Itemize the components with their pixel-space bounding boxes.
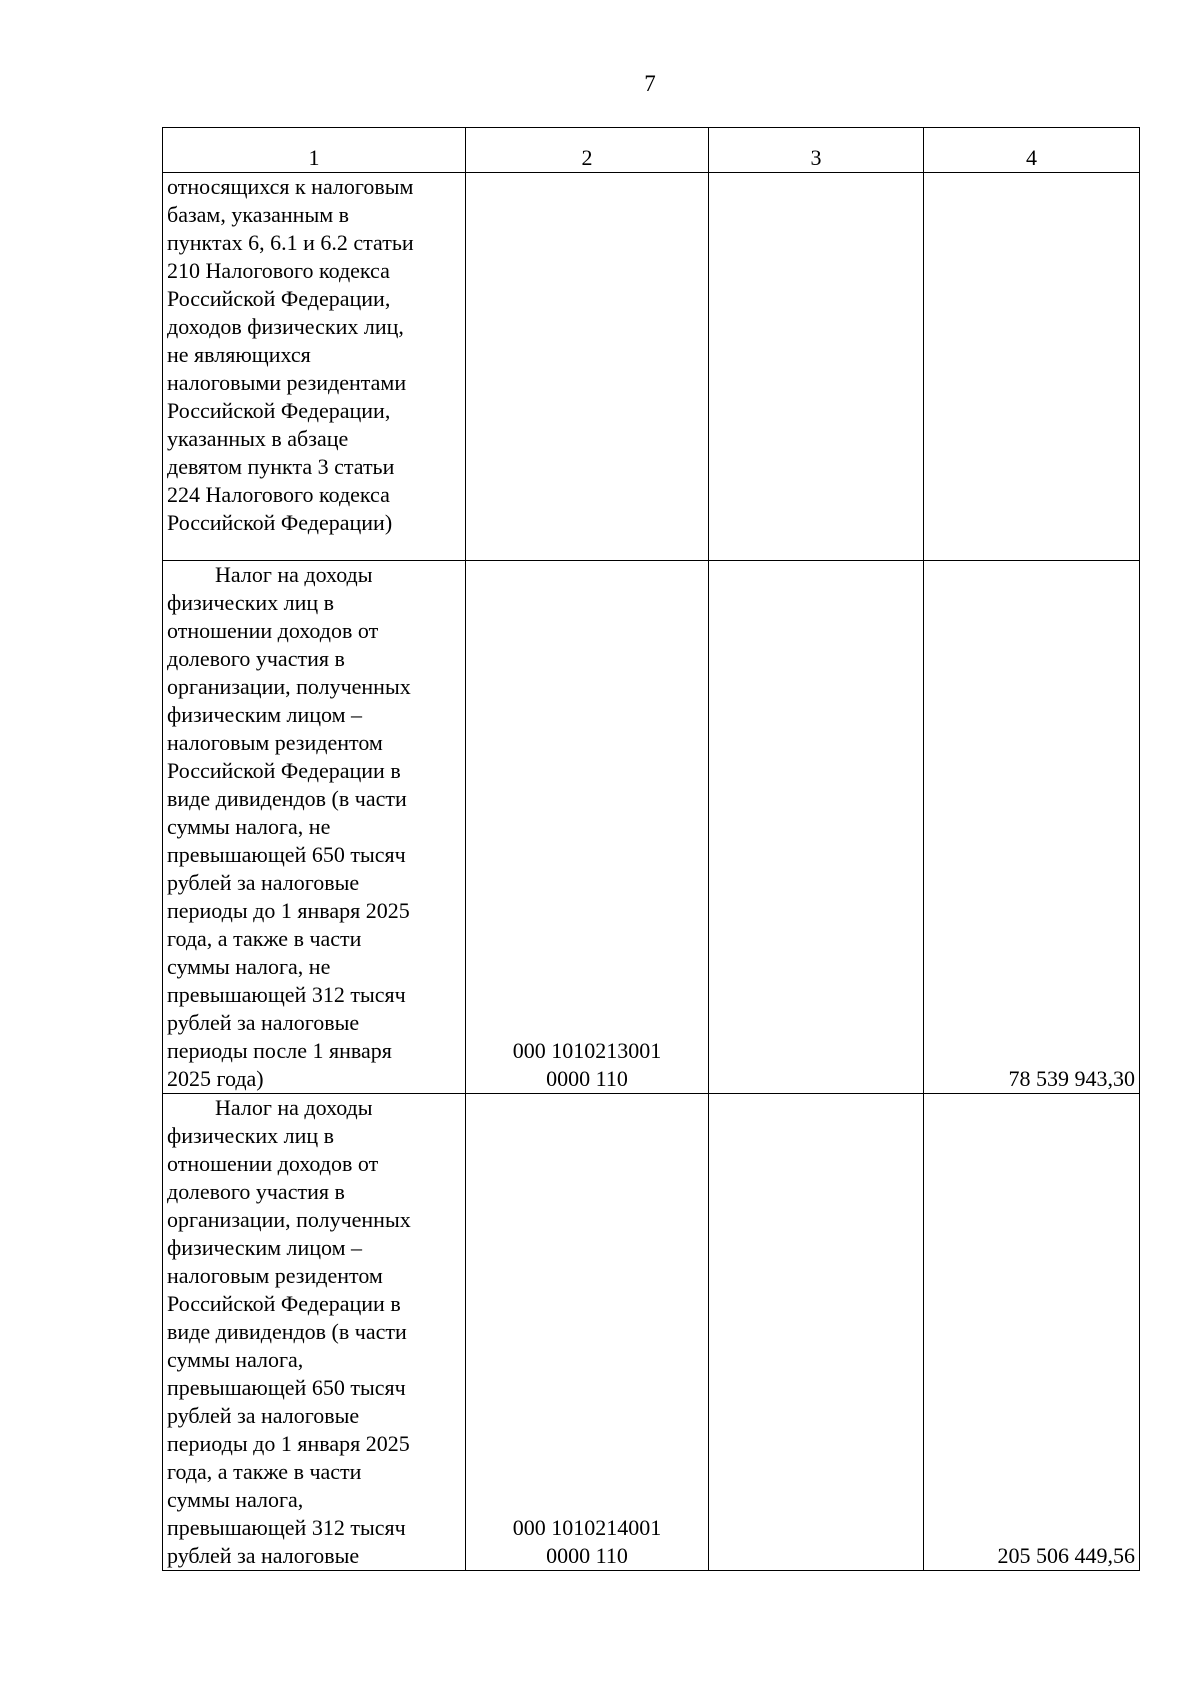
description-line: суммы налога, bbox=[167, 1347, 304, 1372]
row-code bbox=[466, 561, 709, 1094]
description-line: рублей за налоговые bbox=[167, 870, 360, 895]
row-code bbox=[466, 173, 709, 561]
header-col-4: 4 bbox=[924, 128, 1140, 173]
description-line: девятом пункта 3 статьи bbox=[167, 454, 395, 479]
description-line: 210 Налогового кодекса bbox=[167, 258, 390, 283]
budget-table bbox=[162, 127, 1140, 1571]
description-line: рублей за налоговые bbox=[167, 1403, 360, 1428]
description-line: организации, полученных bbox=[167, 1207, 411, 1232]
description-line: периоды до 1 января 2025 bbox=[167, 1431, 410, 1456]
row-col3 bbox=[709, 1094, 924, 1571]
description-line: пунктах 6, 6.1 и 6.2 статьи bbox=[167, 230, 414, 255]
description-line: налоговым резидентом bbox=[167, 1263, 383, 1288]
description-line: доходов физических лиц, bbox=[167, 314, 404, 339]
page-number: 7 bbox=[644, 71, 656, 96]
description-line: Налог на доходы bbox=[215, 562, 373, 587]
description-line: не являющихся bbox=[167, 342, 311, 367]
description-line: суммы налога, bbox=[167, 1487, 304, 1512]
description-line: Российской Федерации в bbox=[167, 1291, 401, 1316]
description-line: года, а также в части bbox=[167, 926, 362, 951]
description-line: базам, указанным в bbox=[167, 202, 350, 227]
description-line: отношении доходов от bbox=[167, 618, 379, 643]
description-line: организации, полученных bbox=[167, 674, 411, 699]
description-line: физических лиц в bbox=[167, 590, 335, 615]
description-line: физическим лицом – bbox=[167, 702, 363, 727]
table-row bbox=[163, 173, 1140, 561]
row-description bbox=[163, 561, 466, 1094]
code-line: 0000 110 bbox=[546, 1543, 628, 1568]
description-line: физических лиц в bbox=[167, 1123, 335, 1148]
header-col-2: 2 bbox=[466, 128, 709, 173]
description-line: превышающей 650 тысяч bbox=[167, 842, 406, 867]
description-line: Российской Федерации) bbox=[167, 510, 393, 535]
description-line: физическим лицом – bbox=[167, 1235, 363, 1260]
description-line: виде дивидендов (в части bbox=[167, 786, 407, 811]
header-col-1: 1 bbox=[163, 128, 466, 173]
description-line: рублей за налоговые bbox=[167, 1543, 360, 1568]
description-line: превышающей 650 тысяч bbox=[167, 1375, 406, 1400]
description-line: виде дивидендов (в части bbox=[167, 1319, 407, 1344]
row-amount: 78 539 943,30 bbox=[924, 561, 1140, 1094]
code-line: 0000 110 bbox=[546, 1066, 628, 1091]
description-line: суммы налога, не bbox=[167, 814, 331, 839]
row-amount: 205 506 449,56 bbox=[924, 1094, 1140, 1571]
table-row bbox=[163, 1094, 1140, 1571]
table-header-row bbox=[163, 128, 1140, 173]
row-col3 bbox=[709, 561, 924, 1094]
code-line: 000 1010214001 bbox=[512, 1515, 662, 1540]
table-row bbox=[163, 561, 1140, 1094]
description-line: налоговым резидентом bbox=[167, 730, 383, 755]
description-line: отношении доходов от bbox=[167, 1151, 379, 1176]
description-line: 224 Налогового кодекса bbox=[167, 482, 390, 507]
description-line: периоды до 1 января 2025 bbox=[167, 898, 410, 923]
header-col-3: 3 bbox=[709, 128, 924, 173]
description-line: превышающей 312 тысяч bbox=[167, 982, 406, 1007]
description-line: рублей за налоговые bbox=[167, 1010, 360, 1035]
row-col3 bbox=[709, 173, 924, 561]
description-line: 2025 года) bbox=[167, 1066, 264, 1091]
row-description bbox=[163, 1094, 466, 1571]
description-line: превышающей 312 тысяч bbox=[167, 1515, 406, 1540]
description-line: долевого участия в bbox=[167, 1179, 345, 1204]
description-line: года, а также в части bbox=[167, 1459, 362, 1484]
row-description bbox=[163, 173, 466, 561]
description-line: Налог на доходы bbox=[215, 1095, 373, 1120]
description-line: Российской Федерации, bbox=[167, 398, 391, 423]
description-line: периоды после 1 января bbox=[167, 1038, 392, 1063]
description-line: Российской Федерации, bbox=[167, 286, 391, 311]
description-line: долевого участия в bbox=[167, 646, 345, 671]
row-amount bbox=[924, 173, 1140, 561]
description-line: налоговыми резидентами bbox=[167, 370, 407, 395]
row-code bbox=[466, 1094, 709, 1571]
description-line: суммы налога, не bbox=[167, 954, 331, 979]
description-line: Российской Федерации в bbox=[167, 758, 401, 783]
code-line: 000 1010213001 bbox=[512, 1038, 662, 1063]
description-line: указанных в абзаце bbox=[167, 426, 349, 451]
description-line: относящихся к налоговым bbox=[167, 174, 414, 199]
